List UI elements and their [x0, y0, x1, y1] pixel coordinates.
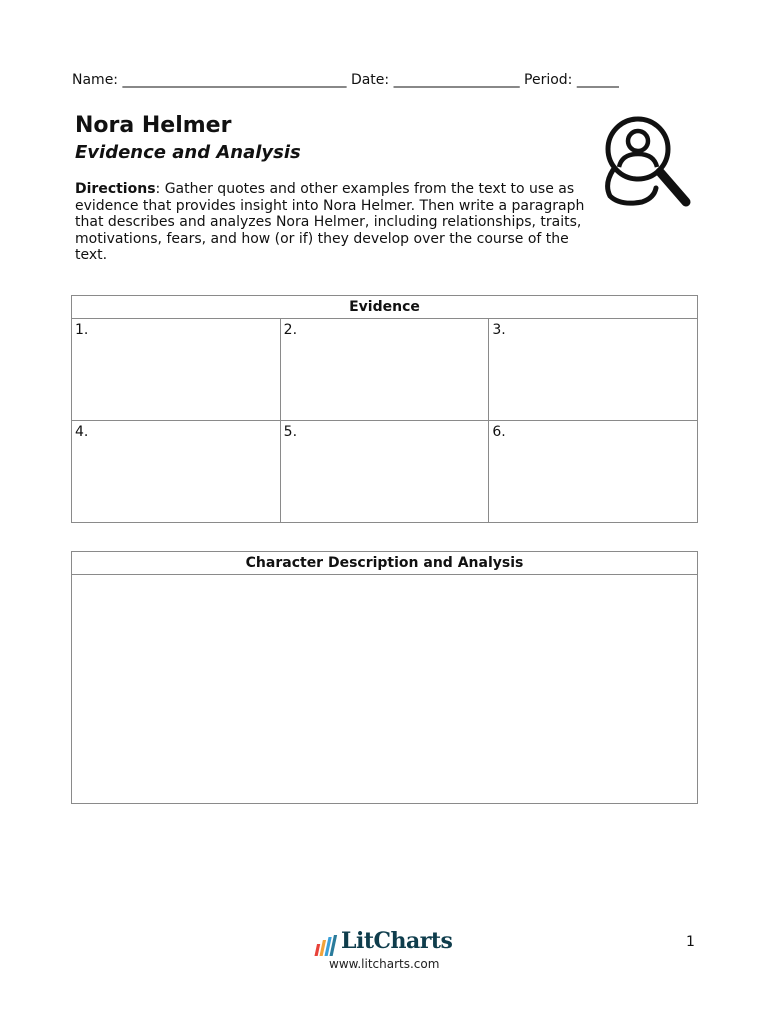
footer-url[interactable]: www.litcharts.com [329, 957, 440, 971]
period-blank[interactable]: ______ [576, 72, 619, 88]
page-subtitle: Evidence and Analysis [75, 142, 301, 163]
date-label: Date: [350, 72, 390, 88]
logo-wordmark: LitCharts [341, 928, 453, 954]
period-label: Period: [524, 72, 573, 88]
evidence-row [72, 421, 698, 523]
directions-paragraph [75, 181, 585, 264]
evidence-cell-5[interactable]: 5. [280, 421, 489, 523]
name-label: Name: [72, 72, 119, 88]
analysis-header: Character Description and Analysis [72, 552, 698, 575]
evidence-cell-6[interactable]: 6. [489, 421, 698, 523]
directions-text: : Gather quotes and other examples from the text to use as evidence that provides insight into Nora Helmer. Then write a paragraph that describes and analyzes Nora Helmer, including relationships, traits, motivations, fears, and how (or if) they develop over the course of the text. [75, 181, 585, 263]
analysis-writing-area[interactable] [72, 575, 698, 804]
name-blank[interactable]: ________________________________ [122, 72, 347, 88]
student-info-line [72, 72, 619, 88]
evidence-header: Evidence [72, 296, 698, 319]
logo-bar-1 [314, 944, 320, 956]
evidence-cell-1[interactable]: 1. [72, 319, 281, 421]
person-magnifying-glass-icon [600, 112, 696, 212]
evidence-table [71, 295, 698, 523]
evidence-row [72, 319, 698, 421]
evidence-cell-3[interactable]: 3. [489, 319, 698, 421]
analysis-table [71, 551, 698, 804]
evidence-cell-4[interactable]: 4. [72, 421, 281, 523]
page-number: 1 [686, 934, 695, 950]
date-blank[interactable]: __________________ [393, 72, 520, 88]
page-title: Nora Helmer [75, 113, 232, 138]
evidence-cell-2[interactable]: 2. [280, 319, 489, 421]
directions-label: Directions [75, 181, 156, 197]
